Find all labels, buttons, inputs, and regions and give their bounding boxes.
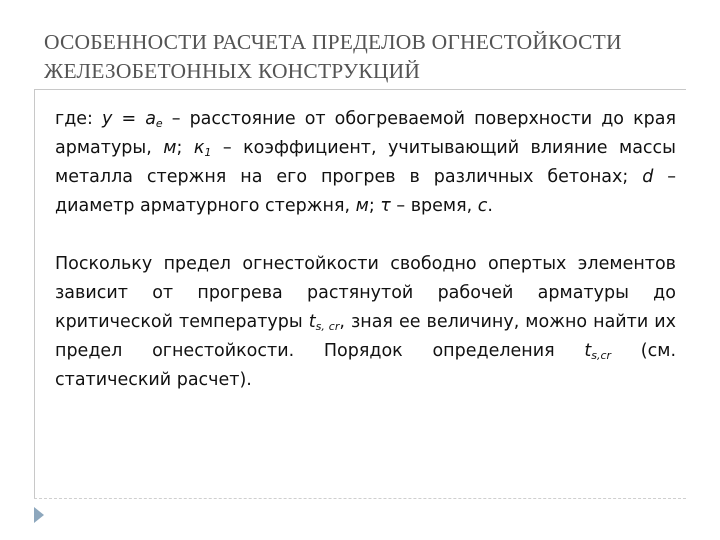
unit-m-2: м — [355, 196, 369, 216]
unit-m: м — [163, 138, 177, 158]
frame-left-rule — [34, 89, 35, 499]
slide-title — [44, 28, 684, 86]
var-t-sub: s, cr — [315, 320, 340, 333]
paragraph-explanation: Поскольку предел огнестойкости свободно опертых элементов зависит от прогрева растянутой рабочей арматуры до критической температуры $t_{s, cr}$, зная ее величину, можно найти их предел огнестойкости. Порядок определения $t_{s,cr}$ (см. статический расчет). — [55, 254, 677, 390]
var-tau: τ — [380, 196, 391, 216]
slide-title-line-2: ЖЕЛЕЗОБЕТОННЫХ КОНСТРУКЦИЙ — [44, 59, 421, 83]
slide-title-line-1: ОСОБЕННОСТИ РАСЧЕТА ПРЕДЕЛОВ ОГНЕСТОЙКОСТИ — [44, 30, 622, 54]
var-a-sub: e — [155, 117, 163, 130]
triangle-arrow-icon — [30, 505, 50, 525]
var-k-sub: 1 — [204, 146, 212, 159]
var-t: t — [308, 312, 316, 332]
var-y: y — [102, 109, 113, 129]
frame-top-rule — [34, 89, 686, 90]
frame-bottom-rule — [34, 498, 686, 499]
paragraph-definitions: где: $y = a_e$ – расстояние от обогреваемой поверхности до края арматуры, м; $к_1$ – коэффициент, учитывающий влияние массы металла стержня на его прогрев в различных бетонах; d – диаметр арматурного стержня, м; τ – время, с. — [55, 109, 676, 216]
slide-body — [55, 105, 676, 395]
var-a: a — [145, 109, 156, 129]
var-t-2: t — [584, 341, 592, 361]
var-d: d — [642, 167, 654, 187]
var-k: к — [193, 138, 205, 158]
var-t-2-sub: s,cr — [591, 349, 612, 362]
unit-c: с — [477, 196, 488, 216]
